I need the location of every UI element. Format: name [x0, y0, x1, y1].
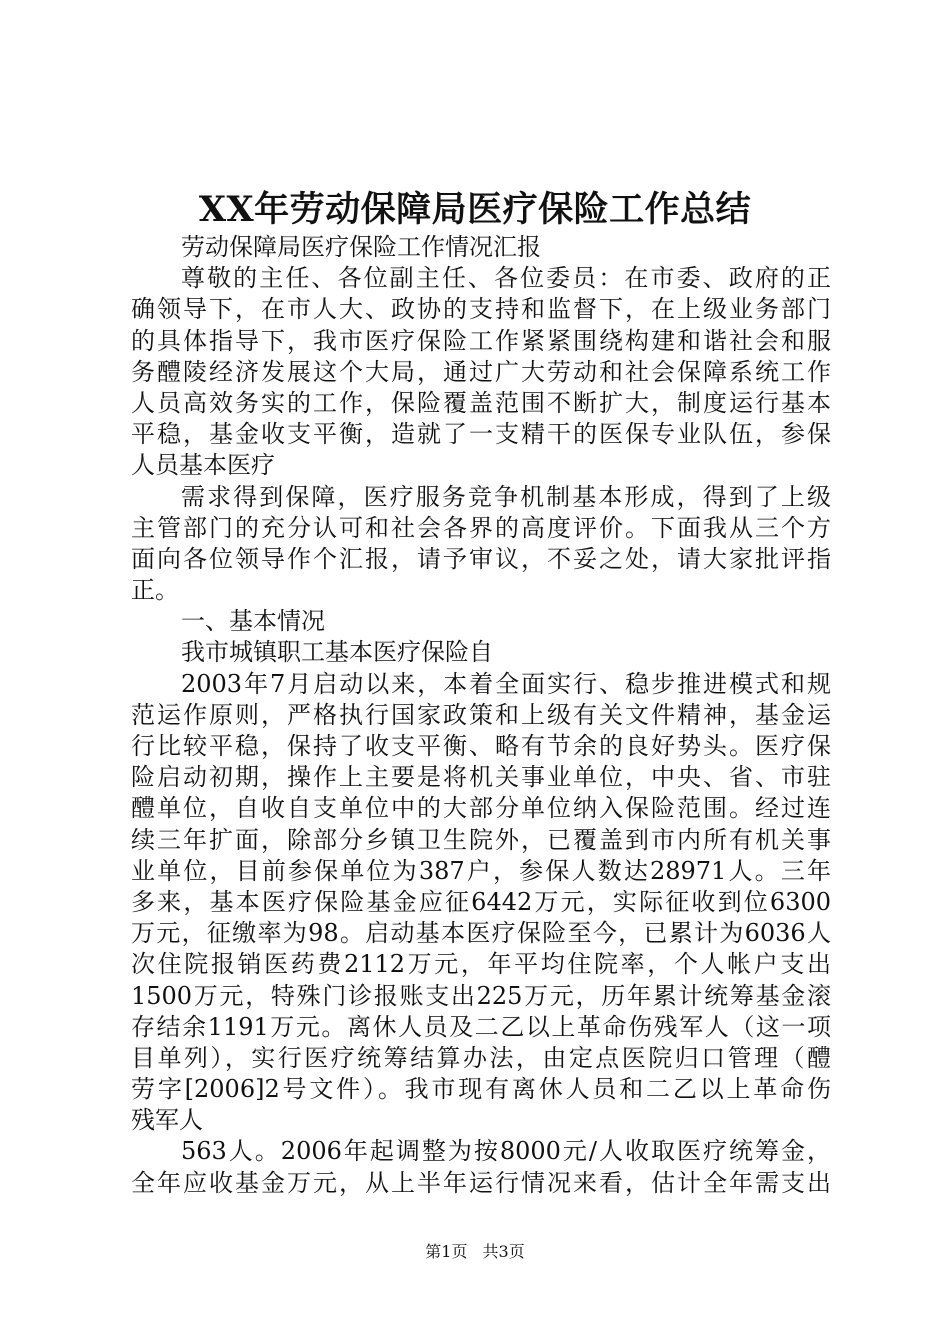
body-line: 1500万元，特殊门诊报账支出225万元，历年累计统筹基金滚 — [131, 981, 831, 1010]
body-line: 正。 — [131, 576, 179, 605]
body-line: 劳字[2006]2号文件）。我市现有离休人员和二乙以上革命伤 — [131, 1075, 831, 1104]
body-line: 的具体指导下，我市医疗保险工作紧紧围绕构建和谐社会和服 — [131, 326, 831, 355]
body-line: 一、基本情况 — [181, 607, 325, 636]
document-body — [131, 232, 831, 1199]
body-line: 醴单位，自收自支单位中的大部分单位纳入保险范围。经过连 — [131, 794, 831, 823]
page-number: 第1页 — [425, 1242, 468, 1261]
page-footer — [0, 1240, 950, 1264]
body-line: 尊敬的主任、各位副主任、各位委员：在市委、政府的正 — [181, 264, 831, 293]
body-line: 需求得到保障，医疗服务竞争机制基本形成，得到了上级 — [181, 482, 831, 511]
body-line: 2003年7月启动以来，本着全面实行、稳步推进模式和规 — [181, 669, 831, 698]
body-line: 劳动保障局医疗保险工作情况汇报 — [181, 233, 541, 261]
body-line: 多来，基本医疗保险基金应征6442万元，实际征收到位6300 — [131, 887, 831, 916]
body-line: 我市城镇职工基本医疗保险自 — [181, 638, 493, 667]
body-line: 人员高效务实的工作，保险覆盖范围不断扩大，制度运行基本 — [131, 388, 831, 417]
body-line: 全年应收基金万元，从上半年运行情况来看，估计全年需支出 — [131, 1168, 831, 1197]
body-line: 存结余1191万元。离休人员及二乙以上革命伤残军人（这一项 — [131, 1012, 831, 1041]
body-line: 人员基本医疗 — [131, 451, 275, 480]
body-line: 主管部门的充分认可和社会各界的高度评价。下面我从三个方 — [131, 513, 831, 542]
body-line: 面向各位领导作个汇报，请予审议，不妥之处，请大家批评指 — [131, 544, 831, 573]
body-line: 业单位，目前参保单位为387户，参保人数达28971人。三年 — [131, 856, 831, 885]
body-line: 务醴陵经济发展这个大局，通过广大劳动和社会保障系统工作 — [131, 357, 831, 386]
body-line: 范运作原则，严格执行国家政策和上级有关文件精神，基金运 — [131, 700, 831, 729]
body-line: 目单列），实行医疗统筹结算办法，由定点医院归口管理（醴 — [131, 1043, 831, 1072]
page-total: 共3页 — [482, 1242, 525, 1261]
document-title: XX年劳动保障局医疗保险工作总结 — [198, 189, 752, 230]
body-line: 万元，征缴率为98。启动基本医疗保险至今，已累计为6036人 — [131, 919, 831, 948]
body-line: 行比较平稳，保持了收支平衡、略有节余的良好势头。医疗保 — [131, 732, 831, 760]
body-line: 确领导下，在市人大、政协的支持和监督下，在上级业务部门 — [131, 295, 831, 324]
body-line: 残军人 — [131, 1106, 203, 1135]
body-line: 563人。2006年起调整为按8000元/人收取医疗统筹金， — [181, 1137, 831, 1166]
body-line: 平稳，基金收支平衡，造就了一支精干的医保专业队伍，参保 — [131, 420, 831, 449]
body-line: 次住院报销医药费2112万元，年平均住院率，个人帐户支出 — [131, 950, 831, 979]
body-line: 险启动初期，操作上主要是将机关事业单位，中央、省、市驻 — [131, 763, 831, 792]
body-line: 续三年扩面，除部分乡镇卫生院外，已覆盖到市内所有机关事 — [131, 825, 831, 854]
